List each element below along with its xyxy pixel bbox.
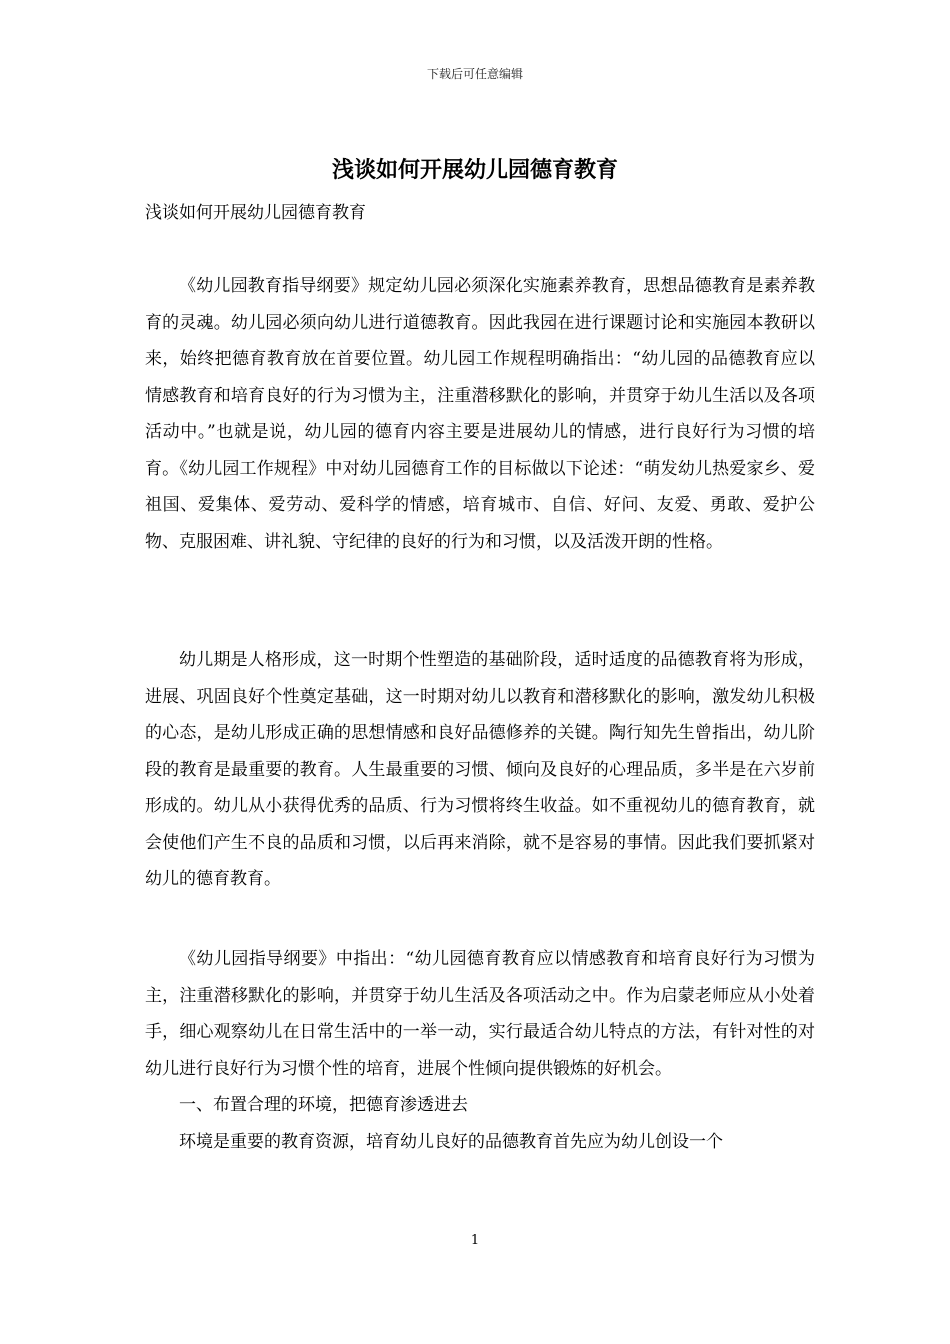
- paragraph-block-3: [145, 941, 815, 1160]
- header-note: 下载后可任意编辑: [426, 67, 523, 81]
- paragraph-4: 环境是重要的教育资源，培育幼儿良好的品德教育首先应为幼儿创设一个: [179, 1131, 723, 1152]
- paragraph-block-1: [145, 268, 815, 560]
- section-heading-1: 一、布置合理的环境，把德育渗透进去: [179, 1095, 468, 1115]
- paragraph-2: 幼儿期是人格形成，这一时期个性塑造的基础阶段，适时适度的品德教育将为形成，进展、巩固良好个性奠定基础，这一时期对幼儿以教育和潜移默化的影响，激发幼儿积极的心态，是幼儿形成正确的思想情感和良好品德修养的关键。陶行知先生曾指出，幼儿阶段的教育是最重要的教育。人生最重要的习惯、倾向及良好的心理品质，多半是在六岁前形成的。幼儿从小获得优秀的品质、行为习惯将终生收益。如不重视幼儿的德育教育，就会使他们产生不良的品质和习惯，以后再来消除，就不是容易的事情。因此我们要抓紧对幼儿的德育教育。: [145, 650, 815, 889]
- paragraph-3: 《幼儿园指导纲要》中指出：“幼儿园德育教育应以情感教育和培育良好行为习惯为主，注重潜移默化的影响，并贯穿于幼儿生活及各项活动之中。作为启蒙老师应从小处着手，细心观察幼儿在日常生活中的一举一动，实行最适合幼儿特点的方法，有针对性的对幼儿进行良好行为习惯个性的培育，进展个性倾向提供锻炼的好机会。: [145, 949, 815, 1079]
- document-subtitle: 浅谈如何开展幼儿园德育教育: [145, 203, 366, 223]
- page-number: 1: [470, 1233, 480, 1248]
- document-title: 浅谈如何开展幼儿园德育教育: [331, 157, 618, 183]
- paragraph-1: 《幼儿园教育指导纲要》规定幼儿园必须深化实施素养教育，思想品德教育是素养教育的灵魂。幼儿园必须向幼儿进行道德教育。因此我园在进行课题讨论和实施园本教研以来，始终把德育教育放在首要位置。幼儿园工作规程明确指出：“幼儿园的品德教育应以情感教育和培育良好的行为习惯为主，注重潜移默化的影响，并贯穿于幼儿生活以及各项活动中。”也就是说，幼儿园的德育内容主要是进展幼儿的情感，进行良好行为习惯的培育。《幼儿园工作规程》中对幼儿园德育工作的目标做以下论述：“萌发幼儿热爱家乡、爱祖国、爱集体、爱劳动、爱科学的情感，培育城市、自信、好问、友爱、勇敢、爱护公物、克服困难、讲礼貌、守纪律的良好的行为和习惯，以及活泼开朗的性格。: [145, 276, 815, 552]
- paragraph-block-2: [145, 642, 815, 898]
